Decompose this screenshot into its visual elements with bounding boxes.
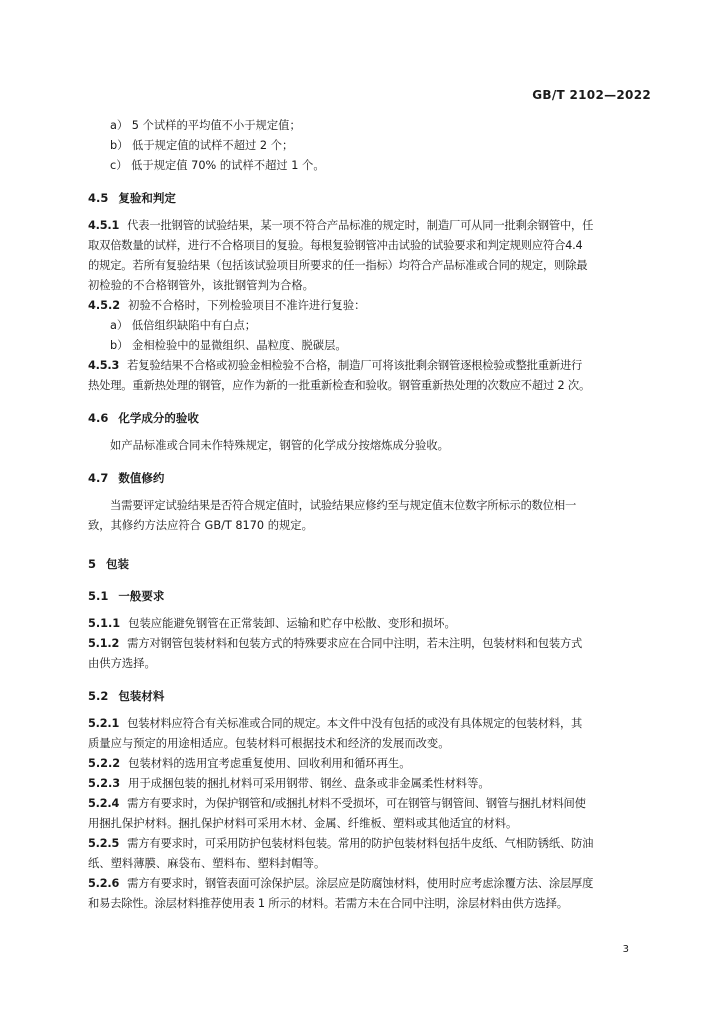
clause-line: 的规定。若所有复验结果（包括该试验项目所要求的任一指标）均符合产品标准或合同的规定，则除最 (88, 259, 588, 272)
page-number: 3 (622, 944, 629, 955)
clause-5-2-1 (88, 714, 648, 754)
list-item: a） 5 个试样的平均值不小于规定值； (110, 119, 301, 132)
section-heading-5-1 (88, 586, 648, 606)
clause-5-1-1 (88, 614, 648, 634)
clause-number: 5.2.3 (88, 777, 121, 790)
section-title: 复验和判定 (118, 191, 176, 205)
clause-line: 取双倍数量的试样，进行不合格项目的复验。每根复验钢管冲击试验的试验要求和判定规则应符合4.4 (88, 239, 583, 252)
standard-code: GB/T 2102—2022 (532, 88, 651, 102)
section-heading-4-6 (88, 408, 648, 428)
clause-number: 5.2.1 (88, 717, 120, 730)
clause-text: 初验不合格时，下列检验项目不准许进行复验： (128, 299, 366, 312)
section-number: 5.2 (88, 689, 109, 703)
section-title: 数值修约 (118, 471, 165, 485)
clause-4-5-1 (88, 216, 648, 296)
section-title: 化学成分的验收 (118, 411, 199, 425)
section-number: 4.6 (88, 411, 109, 425)
clause-line: 初检验的不合格钢管外，该批钢管判为合格。 (88, 279, 314, 292)
clause-5-2-6 (88, 874, 648, 914)
list-item: b） 低于规定值的试样不超过 2 个； (110, 139, 294, 152)
clause-4-5-2 (88, 296, 648, 356)
chapter-heading-5 (88, 554, 648, 574)
paragraph-line: 当需要评定试验结果是否符合规定值时，试验结果应修约至与规定值末位数字所标示的数位相一 (110, 499, 577, 512)
clause-line: 用捆扎保护材料。捆扎保护材料可采用木材、金属、纤维板、塑料或其他适宜的材料。 (88, 817, 518, 830)
clause-number: 5.1.1 (88, 617, 121, 630)
clause-line: 包装材料应符合有关标准或合同的规定。本文件中没有包括的或没有具体规定的包装材料，其 (127, 717, 583, 730)
clause-line: 需方有要求时，可采用防护包装材料包装。常用的防护包装材料包括牛皮纸、气相防锈纸、防油 (127, 837, 594, 850)
chapter-title: 包装 (106, 557, 130, 571)
clause-5-2-2 (88, 754, 648, 774)
clause-number: 5.1.2 (88, 637, 120, 650)
clause-line: 热处理。重新热处理的钢管，应作为新的一批重新检查和验收。钢管重新热处理的次数应不超过 2 次。 (88, 379, 591, 392)
chapter-number: 5 (88, 557, 97, 571)
paragraph-4-7 (88, 496, 648, 536)
section-number: 4.7 (88, 471, 109, 485)
clause-text: 用于成捆包装的捆扎材料可采用钢带、钢丝、盘条或非金属柔性材料等。 (128, 777, 490, 790)
paragraph: 如产品标准或合同未作特殊规定，钢管的化学成分按熔炼成分验收。 (110, 439, 449, 452)
clause-5-2-5 (88, 834, 648, 874)
clause-line: 需方对钢管包装材料和包装方式的特殊要求应在合同中注明，若未注明，包装材料和包装方式 (127, 637, 583, 650)
clause-number: 5.2.6 (88, 877, 120, 890)
clause-5-2-3 (88, 774, 648, 794)
clause-line: 代表一批钢管的试验结果，某一项不符合产品标准的规定时，制造厂可从同一批剩余钢管中，任 (127, 219, 594, 232)
section-heading-5-2 (88, 686, 648, 706)
page-body (88, 116, 648, 914)
clause-5-1-2 (88, 634, 648, 674)
clause-text: 包装材料的选用宜考虑重复使用、回收利用和循环再生。 (128, 757, 411, 770)
clause-line: 质量应与预定的用途相适应。包装材料可根据技术和经济的发展而改变。 (88, 737, 450, 750)
clause-number: 5.2.5 (88, 837, 120, 850)
clause-line: 需方有要求时，钢管表面可涂保护层。涂层应是防腐蚀材料，使用时应考虑涂覆方法、涂层厚度 (127, 877, 594, 890)
clause-line: 由供方选择。 (88, 657, 156, 670)
clause-number: 4.5.1 (88, 219, 120, 232)
section-heading-4-7 (88, 468, 648, 488)
list-item: a） 低倍组织缺陷中有白点； (110, 319, 257, 332)
section-title: 一般要求 (118, 589, 165, 603)
section-number: 5.1 (88, 589, 109, 603)
clause-text: 包装应能避免钢管在正常装卸、运输和贮存中松散、变形和损坏。 (128, 617, 456, 630)
clause-4-5-3 (88, 356, 648, 396)
section-number: 4.5 (88, 191, 109, 205)
clause-line: 纸、塑料薄膜、麻袋布、塑料布、塑料封帽等。 (88, 857, 326, 870)
section-heading-4-5 (88, 188, 648, 208)
section-title: 包装材料 (118, 689, 165, 703)
clause-line: 需方有要求时，为保护钢管和/或捆扎材料不受损坏，可在钢管与钢管间、钢管与捆扎材料间使 (127, 797, 586, 810)
clause-number: 5.2.2 (88, 757, 121, 770)
paragraph-line: 致，其修约方法应符合 GB/T 8170 的规定。 (88, 519, 313, 532)
list-item: b） 金相检验中的显微组织、晶粒度、脱碳层。 (110, 339, 347, 352)
clause-line: 和易去除性。涂层材料推荐使用表 1 所示的材料。若需方未在合同中注明，涂层材料由供方选择。 (88, 897, 568, 910)
clause-number: 4.5.3 (88, 359, 120, 372)
clause-5-2-4 (88, 794, 648, 834)
clause-number: 5.2.4 (88, 797, 120, 810)
clause-line: 若复验结果不合格或初验金相检验不合格，制造厂可将该批剩余钢管逐根检验或整批重新进行 (127, 359, 583, 372)
list-item: c） 低于规定值 70% 的试样不超过 1 个。 (110, 159, 325, 172)
clause-number: 4.5.2 (88, 299, 121, 312)
